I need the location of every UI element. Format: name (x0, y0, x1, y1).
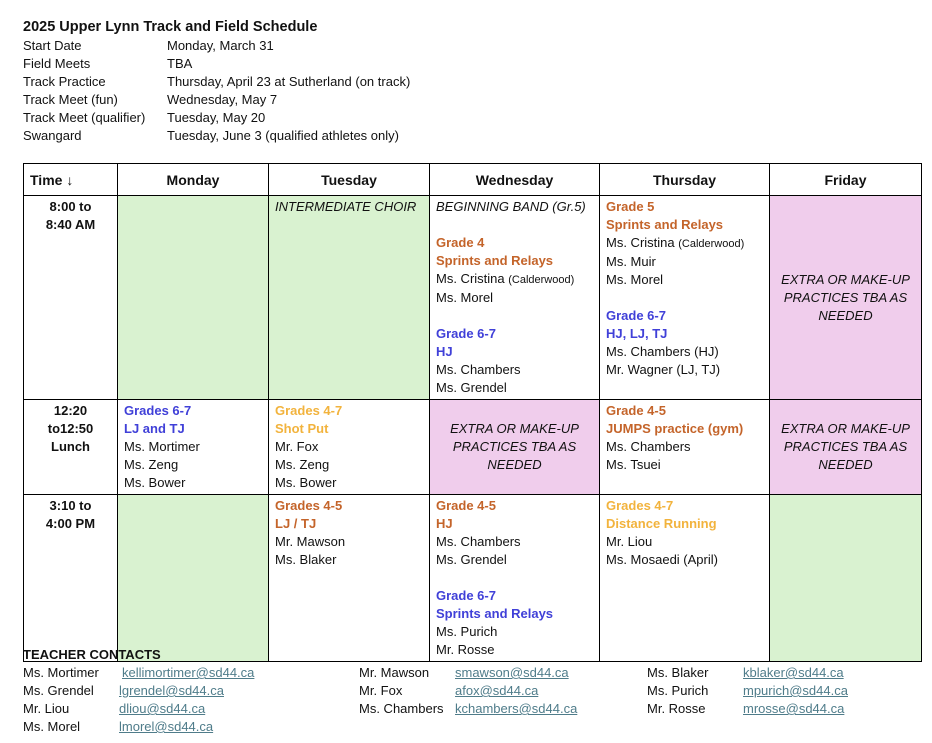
info-value: Tuesday, June 3 (qualified athletes only) (167, 128, 399, 143)
teacher: Ms. Bower (124, 475, 186, 490)
time-text: 4:00 PM (45, 516, 96, 531)
empty-slot (118, 196, 269, 400)
day-header-wednesday: Wednesday (430, 164, 600, 196)
teacher: Ms. Blaker (275, 552, 337, 567)
teacher: Ms. Purich (436, 624, 498, 639)
contact-name: Mr. Liou (23, 701, 70, 716)
info-label: Start Date (23, 38, 82, 53)
empty-slot (770, 495, 922, 662)
info-value: Monday, March 31 (167, 38, 274, 53)
contact-row (647, 664, 848, 682)
grade-heading: Grade 6-7 (436, 588, 496, 603)
teacher: Ms. Cristina (Calderwood) (436, 271, 575, 286)
info-label: Track Meet (qualifier) (23, 110, 146, 125)
time-text: to12:50 (47, 421, 94, 436)
teacher-contacts (23, 647, 848, 734)
time-text: 12:20 (53, 403, 88, 418)
contacts-column-3 (647, 664, 848, 718)
empty-slot (118, 495, 269, 662)
time-text: Lunch (51, 439, 90, 454)
contact-email-link[interactable]: kblaker@sd44.ca (743, 665, 844, 680)
time-text: 8:00 to (49, 199, 92, 214)
teacher: Ms. Grendel (436, 380, 507, 395)
grade-heading: Grade 6-7 (606, 308, 666, 323)
event-heading: HJ (436, 516, 453, 531)
contact-name: Mr. Rosse (647, 701, 706, 716)
teacher: Mr. Mawson (275, 534, 346, 549)
contacts-column-1 (23, 664, 254, 736)
event-heading: Sprints and Relays (436, 606, 554, 621)
slot-activities (600, 400, 770, 495)
note-text: BEGINNING BAND (Gr.5) (436, 199, 586, 214)
day-header-thursday: Thursday (600, 164, 770, 196)
contact-email-link[interactable]: afox@sd44.ca (455, 683, 539, 698)
time-text: 8:40 AM (45, 217, 96, 232)
info-value: Thursday, April 23 at Sutherland (on track) (167, 74, 411, 89)
slot-note (770, 196, 922, 400)
teacher: Ms. Zeng (275, 457, 330, 472)
grade-heading: Grade 6-7 (436, 326, 496, 341)
note-text: EXTRA OR MAKE-UP PRACTICES TBA AS NEEDED (781, 421, 910, 472)
teacher: Ms. Mosaedi (April) (606, 552, 718, 567)
contact-email-link[interactable]: smawson@sd44.ca (455, 665, 569, 680)
event-heading: Sprints and Relays (606, 217, 724, 232)
info-value: TBA (167, 56, 193, 71)
contact-name: Mr. Mawson (359, 665, 430, 680)
slot-activities (269, 495, 430, 662)
event-heading: Sprints and Relays (436, 253, 554, 268)
contact-name: Ms. Grendel (23, 683, 94, 698)
contact-row (359, 700, 577, 718)
teacher: Ms. Bower (275, 475, 337, 490)
teacher: Mr. Fox (275, 439, 319, 454)
contact-email-link[interactable]: mpurich@sd44.ca (743, 683, 848, 698)
teacher: Ms. Grendel (436, 552, 507, 567)
time-text: 3:10 to (49, 498, 92, 513)
contact-email-link[interactable]: kchambers@sd44.ca (455, 701, 578, 716)
time-cell (24, 495, 118, 662)
contact-row (359, 682, 577, 700)
teacher: Ms. Cristina (Calderwood) (606, 235, 745, 250)
slot-activities (600, 495, 770, 662)
contact-row (647, 682, 848, 700)
teacher: Mr. Rosse (436, 642, 495, 657)
contact-email-link[interactable]: lmorel@sd44.ca (119, 719, 214, 734)
contact-name: Ms. Morel (23, 719, 81, 734)
grade-heading: Grade 4-5 (436, 498, 496, 513)
event-heading: JUMPS practice (gym) (606, 421, 744, 436)
teacher: Ms. Mortimer (124, 439, 200, 454)
slot-activities (600, 196, 770, 400)
contact-row (23, 700, 254, 718)
info-value: Wednesday, May 7 (167, 92, 278, 107)
info-row-start-date (23, 37, 410, 55)
contact-name: Ms. Chambers (359, 701, 444, 716)
teacher: Ms. Zeng (124, 457, 179, 472)
contacts-column-2 (359, 664, 577, 718)
info-row-swangard (23, 127, 410, 145)
info-label: Swangard (23, 128, 82, 143)
page-title: 2025 Upper Lynn Track and Field Schedule (23, 19, 318, 35)
time-column-header: Time ↓ (24, 164, 118, 196)
grade-heading: Grades 4-7 (275, 403, 343, 418)
table-row-morning (24, 196, 922, 400)
contact-name: Mr. Fox (359, 683, 403, 698)
grade-heading: Grade 5 (606, 199, 655, 214)
info-label: Field Meets (23, 56, 91, 71)
contact-name: Ms. Blaker (647, 665, 709, 680)
info-value: Tuesday, May 20 (167, 110, 266, 125)
teacher: Mr. Liou (606, 534, 653, 549)
info-label: Track Meet (fun) (23, 92, 118, 107)
event-heading: Shot Put (275, 421, 329, 436)
note-text: EXTRA OR MAKE-UP PRACTICES TBA AS NEEDED (781, 271, 910, 323)
slot-note (269, 196, 430, 400)
info-row-track-meet-fun (23, 91, 410, 109)
info-row-track-practice (23, 73, 410, 91)
time-cell (24, 400, 118, 495)
event-heading: HJ (436, 344, 453, 359)
contact-row (23, 718, 254, 736)
event-heading: HJ, LJ, TJ (606, 326, 668, 341)
grade-heading: Grades 6-7 (124, 403, 192, 418)
slot-activities (430, 495, 600, 662)
contact-email-link[interactable]: mrosse@sd44.ca (743, 701, 845, 716)
table-row-lunch (24, 400, 922, 495)
slot-note (770, 400, 922, 495)
note-text: INTERMEDIATE CHOIR (275, 199, 417, 214)
note-text: EXTRA OR MAKE-UP PRACTICES TBA AS NEEDED (450, 421, 579, 472)
table-row-afternoon (24, 495, 922, 662)
info-row-track-meet-qualifier (23, 109, 410, 127)
schedule-header (23, 17, 410, 145)
contact-email-link[interactable]: lgrendel@sd44.ca (119, 683, 224, 698)
contact-name: Ms. Purich (647, 683, 709, 698)
day-header-tuesday: Tuesday (269, 164, 430, 196)
teacher: Ms. Chambers (HJ) (606, 344, 719, 359)
grade-heading: Grades 4-5 (275, 498, 343, 513)
contact-row (359, 664, 577, 682)
contact-row (647, 700, 848, 718)
time-cell (24, 196, 118, 400)
teacher: Ms. Chambers (606, 439, 691, 454)
teacher: Mr. Wagner (LJ, TJ) (606, 362, 721, 377)
event-heading: LJ and TJ (124, 421, 185, 436)
contacts-title: TEACHER CONTACTS (23, 647, 161, 662)
contact-row (23, 664, 254, 682)
day-header-friday: Friday (770, 164, 922, 196)
teacher: Ms. Morel (436, 290, 494, 305)
slot-note (430, 400, 600, 495)
contact-name: Ms. Mortimer (23, 665, 99, 680)
info-label: Track Practice (23, 74, 106, 89)
teacher: Ms. Tsuei (606, 457, 661, 472)
day-header-monday: Monday (118, 164, 269, 196)
contact-email-link[interactable]: kellimortimer@sd44.ca (122, 665, 255, 680)
schedule-table (23, 163, 922, 662)
grade-heading: Grade 4 (436, 235, 485, 250)
teacher: Ms. Muir (606, 254, 656, 269)
table-header-row (24, 164, 922, 196)
contact-row (23, 682, 254, 700)
teacher: Ms. Morel (606, 272, 664, 287)
contact-email-link[interactable]: dliou@sd44.ca (119, 701, 206, 716)
teacher: Ms. Chambers (436, 362, 521, 377)
event-heading: LJ / TJ (275, 516, 317, 531)
slot-activities (269, 400, 430, 495)
slot-activities (118, 400, 269, 495)
info-row-field-meets (23, 55, 410, 73)
grade-heading: Grade 4-5 (606, 403, 666, 418)
event-heading: Distance Running (606, 516, 717, 531)
slot-activities (430, 196, 600, 400)
grade-heading: Grades 4-7 (606, 498, 674, 513)
teacher: Ms. Chambers (436, 534, 521, 549)
